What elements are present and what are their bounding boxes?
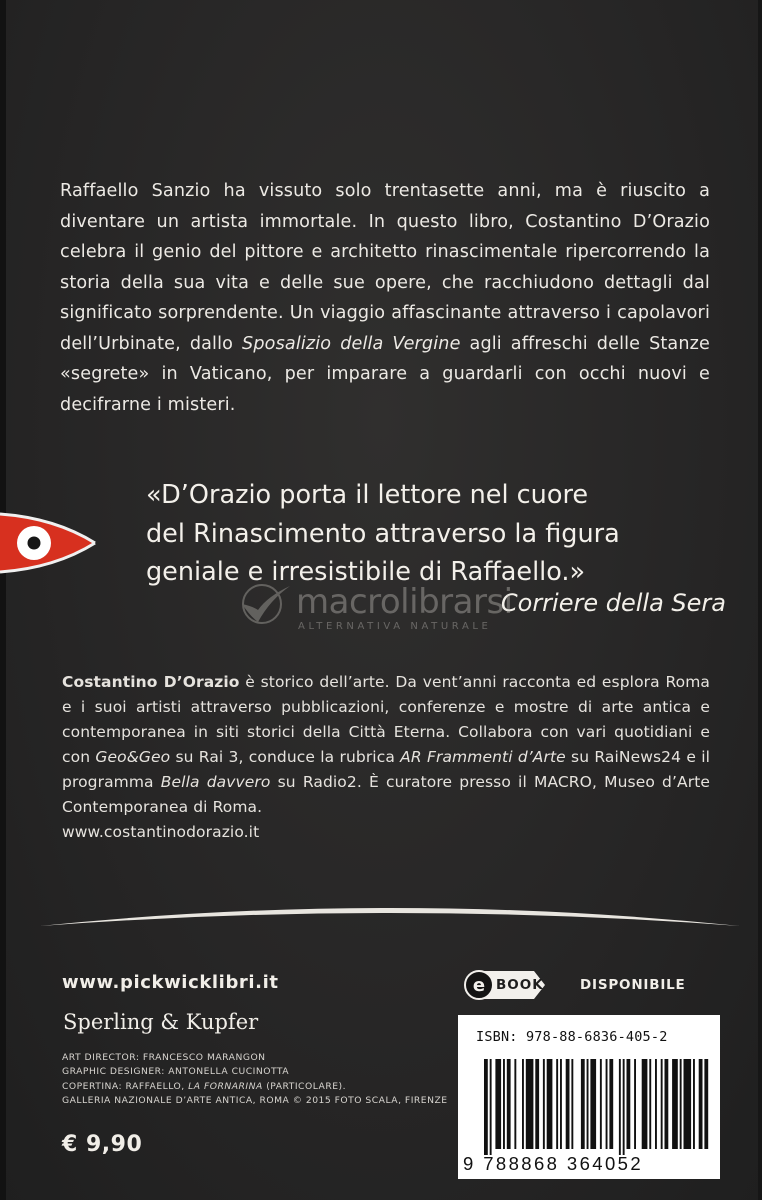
press-quote xyxy=(146,476,724,592)
synopsis-line: racchiudono dettagli dal significato sorprendente. Un viaggio xyxy=(60,272,710,323)
ebook-letter: e xyxy=(472,975,486,996)
bio-text: su Rai 3, conduce la rubrica xyxy=(170,748,401,766)
synopsis-line: per imparare a guardarli con occhi nuovi e decifrarne i misteri. xyxy=(60,364,710,415)
quote-source: Corriere della Sera xyxy=(500,589,726,617)
barcode-bar xyxy=(522,1059,524,1149)
barcode-bar xyxy=(556,1059,558,1149)
barcode-bar xyxy=(684,1059,692,1149)
barcode-bar xyxy=(699,1059,703,1149)
artwork-title: della Vergine xyxy=(340,333,461,354)
isbn-barcode xyxy=(458,1015,720,1179)
bio-text: è storico dell’arte. Da vent’anni racconta ed esplora Roma e i suoi artisti attraverso pubblicazioni, conferenze e mostre di arte antica e contemporanea in siti storici della Città Eterna. Collabora con vari quotidiani e con xyxy=(62,673,710,766)
barcode-bar xyxy=(609,1059,613,1149)
barcode-bar xyxy=(655,1059,657,1149)
barcode-bar xyxy=(490,1059,492,1155)
synopsis-line: a diventare un artista immortale. In questo libro, Costantino xyxy=(60,181,710,232)
watermark xyxy=(236,578,556,638)
press-quote-line: geniale e irresistibile di Raffaello.» xyxy=(146,557,586,587)
barcode-bar xyxy=(680,1059,682,1149)
barcode-bar xyxy=(672,1059,678,1149)
synopsis-line: D’Orazio celebra il genio del pittore e architetto rinascimentale xyxy=(60,211,711,262)
cover-left-edge xyxy=(0,0,6,1200)
synopsis-line: affascinante attraverso i capolavori dell’Urbinate, dallo xyxy=(60,303,710,354)
credit-line: ART DIRECTOR: FRANCESCO MARANGON xyxy=(62,1052,266,1063)
barcode-bar xyxy=(526,1059,534,1149)
publisher-logo: Sperling & Kupfer xyxy=(63,1010,259,1034)
barcode-bar xyxy=(560,1059,562,1149)
barcode-bar xyxy=(642,1059,648,1149)
barcode-bar xyxy=(704,1059,708,1149)
barcode-bar xyxy=(507,1059,511,1149)
watermark-tagline: ALTERNATIVA NATURALE xyxy=(298,621,492,632)
barcode-bar xyxy=(600,1059,602,1149)
barcode-bar xyxy=(543,1059,545,1149)
barcode-bar xyxy=(581,1059,585,1149)
synopsis-line: ripercorrendo la storia della sua vita e delle sue opere, che xyxy=(60,242,710,293)
synopsis-paragraph xyxy=(60,176,710,420)
credit-line: GRAPHIC DESIGNER: ANTONELLA CUCINOTTA xyxy=(62,1066,290,1078)
isbn-label: ISBN: 978-88-6836-405-2 xyxy=(476,1029,668,1045)
synopsis-line: agli affreschi delle Stanze «segrete» in Vaticano, xyxy=(60,333,711,384)
tv-show-title: Geo&Geo xyxy=(95,748,171,766)
credit-text: (PARTICOLARE). xyxy=(262,1080,347,1092)
bio-text: su Radio2. È curatore presso il MACRO, Museo d’Arte Contemporanea di Roma. xyxy=(62,773,711,816)
author-website[interactable]: www.costantinodorazio.it xyxy=(62,823,260,841)
barcode-bar xyxy=(649,1059,651,1149)
barcode-bar xyxy=(619,1059,621,1155)
author-bio xyxy=(62,670,710,845)
cover-right-edge xyxy=(758,0,762,1200)
red-eye-icon xyxy=(0,510,96,576)
credit-line xyxy=(62,1080,448,1094)
barcode-number: 9 788868 364052 xyxy=(463,1153,644,1174)
credit-text: COPERTINA: RAFFAELLO, xyxy=(62,1080,189,1092)
watermark-name: macrolibrarsi xyxy=(296,582,513,622)
barcode-bar xyxy=(606,1059,608,1149)
cover-artwork-title: LA FORNARINA xyxy=(188,1080,263,1092)
synopsis-line: Raffaello Sanzio ha vissuto solo trentasette anni, ma è riuscito xyxy=(60,181,686,201)
barcode-bar xyxy=(514,1059,516,1149)
barcode-bar xyxy=(665,1059,669,1149)
publisher-website[interactable]: www.pickwicklibri.it xyxy=(62,972,279,993)
press-quote-line: del Rinascimento attraverso la figura xyxy=(146,518,620,549)
leaf-check-icon xyxy=(236,580,294,626)
barcode-bar xyxy=(590,1059,596,1149)
barcode-bar xyxy=(693,1059,695,1149)
ebook-label: BOOK xyxy=(496,977,544,993)
artwork-title: Sposalizio xyxy=(242,333,332,354)
barcode-bar xyxy=(495,1059,501,1149)
ebook-availability: DISPONIBILE xyxy=(580,977,686,993)
press-quote-line: «D’Orazio porta il lettore nel cuore xyxy=(146,480,589,510)
barcode-bar xyxy=(566,1059,570,1149)
barcode-bar xyxy=(535,1059,539,1149)
bio-text: su RaiNews24 e il programma xyxy=(62,748,711,791)
column-title: AR Frammenti d’Arte xyxy=(400,748,566,766)
barcode-bar xyxy=(623,1059,625,1155)
decorative-swoosh xyxy=(40,896,740,936)
credit-line: GALLERIA NAZIONALE D’ARTE ANTICA, ROMA © 2015 FOTO SCALA, FIRENZE xyxy=(62,1094,448,1106)
barcode-bar xyxy=(503,1059,505,1149)
author-name: Costantino D’Orazio xyxy=(62,673,240,691)
price: € 9,90 xyxy=(62,1132,143,1157)
radio-show-title: Bella davvero xyxy=(160,773,271,791)
barcode-bar xyxy=(627,1059,631,1149)
barcode-bar xyxy=(484,1059,488,1155)
credits-block xyxy=(62,1051,448,1108)
barcode-bar xyxy=(587,1059,589,1149)
barcode-bar xyxy=(661,1059,663,1149)
barcode-bar xyxy=(547,1059,553,1149)
barcode-bar xyxy=(571,1059,573,1149)
barcode-bar xyxy=(634,1059,636,1149)
